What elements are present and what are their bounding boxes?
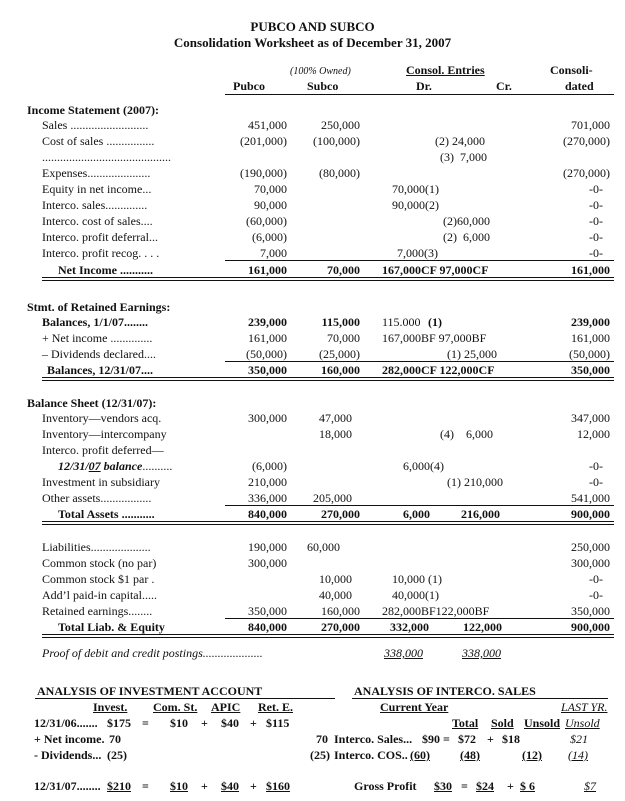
cr-value: (2) 24,000 xyxy=(435,134,485,148)
label-dots: .......... xyxy=(142,459,173,473)
row-label: Interco. profit recog. . . . xyxy=(42,246,160,260)
unsold-ly-col-header: Unsold xyxy=(565,716,600,730)
row-label: Investment in subsidiary xyxy=(42,475,160,489)
consol-entries-header: Consol. Entries xyxy=(406,63,485,77)
equals-sign: = xyxy=(142,716,149,730)
pubco-value: 239,000 xyxy=(248,315,287,329)
analysis-sales-title-rule xyxy=(352,698,608,699)
plus-sign: + xyxy=(250,779,257,793)
cons-value: 900,000 xyxy=(571,507,610,521)
pubco-value: (201,000) xyxy=(240,134,287,148)
drcr-value: 167,000BF 97,000BF xyxy=(382,331,487,345)
balance-heading: Balance Sheet (12/31/07): xyxy=(27,396,157,410)
row-label: Interco. sales.............. xyxy=(42,198,148,212)
pubco-value: 350,000 xyxy=(248,604,287,618)
proof-label: Proof of debit and credit postings.................... xyxy=(42,646,263,660)
pubco-value: 300,000 xyxy=(248,411,287,425)
row-label: - Dividends... xyxy=(34,748,102,762)
plus-sign: + xyxy=(507,779,514,793)
pubco-value: 300,000 xyxy=(248,556,287,570)
invest-value: $210 xyxy=(107,779,131,793)
dr-value: 6,000(4) xyxy=(403,459,444,473)
row-label: Equity in net income... xyxy=(42,182,152,196)
row-label: 12/31/07........ xyxy=(34,779,101,793)
row-label: Inventory—intercompany xyxy=(42,427,167,441)
retained-heading: Stmt. of Retained Earnings: xyxy=(27,300,171,314)
comst-col-header: Com. St. xyxy=(153,700,198,714)
consolidated-header-2: dated xyxy=(565,79,594,93)
row-label: Net Income ........... xyxy=(58,263,153,277)
row-label: Inventory—vendors acq. xyxy=(42,411,162,425)
unsold-value: $ 6 xyxy=(520,779,535,793)
row-label: Retained earnings........ xyxy=(42,604,153,618)
cr-value: 122,000 xyxy=(463,620,502,634)
unsold-value: $18 xyxy=(502,732,520,746)
pubco-value: 90,000 xyxy=(254,198,287,212)
income-subtotal-rule xyxy=(225,260,614,261)
row-label: Balances, 1/1/07........ xyxy=(42,315,149,329)
row-label: Add’l paid-in capital..... xyxy=(42,588,157,602)
invest-value: (25) xyxy=(107,748,127,762)
cons-value: 239,000 xyxy=(571,315,610,329)
apic-value: $40 xyxy=(221,716,239,730)
dr-ref: (1) xyxy=(428,315,442,329)
sold-value: (48) xyxy=(460,748,480,762)
cons-value: 347,000 xyxy=(571,411,610,425)
cons-value: 541,000 xyxy=(571,491,610,505)
report-subtitle: Consolidation Worksheet as of December 31, 2007 xyxy=(173,35,452,50)
rete-value: (25) xyxy=(310,748,330,762)
drcr-value: 282,000CF 122,000CF xyxy=(382,363,495,377)
cons-value: -0- xyxy=(589,214,603,228)
subco-value: (100,000) xyxy=(313,134,360,148)
proof-cr: 338,000 xyxy=(462,646,501,660)
cons-value: -0- xyxy=(589,475,603,489)
subco-value: 160,000 xyxy=(321,363,360,377)
pubco-value: 210,000 xyxy=(248,475,287,489)
rete-value: $115 xyxy=(266,716,290,730)
plus-sign: + xyxy=(487,732,494,746)
assets-subtotal-rule xyxy=(225,505,614,506)
pubco-value: 840,000 xyxy=(248,620,287,634)
dr-value: 115.000 xyxy=(382,315,421,329)
pubco-value: (60,000) xyxy=(246,214,287,228)
income-total-rule xyxy=(42,277,614,281)
subco-value: 160,000 xyxy=(321,604,360,618)
comst-value: $10 xyxy=(170,716,188,730)
row-label: ........................................... xyxy=(42,150,171,164)
pubco-value: (190,000) xyxy=(240,166,287,180)
unsold-value: (12) xyxy=(522,748,542,762)
dr-value: 90,000(2) xyxy=(392,198,439,212)
cons-value: 250,000 xyxy=(571,540,610,554)
subco-value: 115,000 xyxy=(321,315,360,329)
sold-value: $72 xyxy=(458,732,476,746)
liab-total-rule xyxy=(42,634,614,638)
ly-value: $7 xyxy=(584,779,596,793)
row-label: Sales .......................... xyxy=(42,118,149,132)
rete-col-header: Ret. E. xyxy=(258,700,293,714)
equals-sign: = xyxy=(443,732,450,746)
row-label: Common stock (no par) xyxy=(42,556,157,570)
ly-value: $21 xyxy=(570,732,588,746)
cons-value: -0- xyxy=(589,459,603,473)
pubco-value: (50,000) xyxy=(246,347,287,361)
equals-sign: = xyxy=(461,779,468,793)
cons-value: 161,000 xyxy=(571,263,610,277)
total-col-header: Total xyxy=(452,716,479,730)
row-label: Common stock $1 par . xyxy=(42,572,155,586)
income-heading: Income Statement (2007): xyxy=(27,103,159,117)
invest-col-header: Invest. xyxy=(93,700,128,714)
dr-header: Dr. xyxy=(416,79,432,93)
consolidated-header-1: Consoli- xyxy=(550,63,593,77)
comst-value: $10 xyxy=(170,779,188,793)
cr-value: (3) 7,000 xyxy=(440,150,487,164)
ly-value: (14) xyxy=(568,748,588,762)
subco-value: 40,000 xyxy=(319,588,352,602)
row-label: Expenses..................... xyxy=(42,166,151,180)
pubco-value: (6,000) xyxy=(252,230,287,244)
label-prefix: 12/31/ xyxy=(58,459,89,473)
cr-value: (4) 6,000 xyxy=(440,427,493,441)
subco-value: 250,000 xyxy=(321,118,360,132)
plus-sign: + xyxy=(250,716,257,730)
invest-value: $175 xyxy=(107,716,131,730)
drcr-value: 167,000CF 97,000CF xyxy=(382,263,489,277)
assets-total-rule xyxy=(42,521,614,525)
row-label: – Dividends declared.... xyxy=(42,347,156,361)
plus-sign: + xyxy=(201,716,208,730)
subco-value: 10,000 xyxy=(319,572,352,586)
pubco-value: 451,000 xyxy=(248,118,287,132)
subco-value: 60,000 xyxy=(307,540,340,554)
row-label: Interco. COS.. xyxy=(334,748,408,762)
dr-value: 40,000(1) xyxy=(392,588,439,602)
cons-value: 300,000 xyxy=(571,556,610,570)
label-year: 07 xyxy=(88,459,101,473)
cr-value: (2) 6,000 xyxy=(443,230,490,244)
analysis-investment-title: ANALYSIS OF INVESTMENT ACCOUNT xyxy=(37,684,263,698)
pubco-value: 336,000 xyxy=(248,491,287,505)
cr-header: Cr. xyxy=(496,79,512,93)
dr-value: 332,000 xyxy=(390,620,429,634)
cons-value: -0- xyxy=(589,182,603,196)
equals-sign: = xyxy=(142,779,149,793)
apic-value: $40 xyxy=(221,779,239,793)
pubco-value: 161,000 xyxy=(248,331,287,345)
cons-value: 12,000 xyxy=(577,427,610,441)
row-label: Other assets................. xyxy=(42,491,152,505)
dr-value: 6,000 xyxy=(403,507,430,521)
pubco-value: 190,000 xyxy=(248,540,287,554)
pubco-value: 840,000 xyxy=(248,507,287,521)
subco-value: (25,000) xyxy=(319,347,360,361)
report-title: PUBCO AND SUBCO xyxy=(250,19,375,34)
cons-value: 161,000 xyxy=(571,331,610,345)
subco-header: Subco xyxy=(307,79,339,93)
pubco-value: 350,000 xyxy=(248,363,287,377)
subco-value: 18,000 xyxy=(319,427,352,441)
retained-subtotal-rule xyxy=(225,361,614,362)
subco-value: 270,000 xyxy=(321,620,360,634)
row-label xyxy=(58,459,172,473)
total-value: (60) xyxy=(410,748,430,762)
pubco-value: 161,000 xyxy=(248,263,287,277)
total-value: $30 xyxy=(434,779,452,793)
row-label: Interco. Sales... xyxy=(334,732,413,746)
cons-value: 350,000 xyxy=(571,604,610,618)
dr-value: 10,000 (1) xyxy=(392,572,442,586)
cons-value: (270,000) xyxy=(563,134,610,148)
rete-value: $160 xyxy=(266,779,290,793)
row-label: Interco. cost of sales.... xyxy=(42,214,153,228)
last-year-header: LAST YR. xyxy=(561,700,608,714)
row-label: Gross Profit xyxy=(354,779,417,793)
rete-value: 70 xyxy=(316,732,328,746)
cons-value: (270,000) xyxy=(563,166,610,180)
sold-value: $24 xyxy=(476,779,494,793)
cons-value: -0- xyxy=(589,198,603,212)
plus-sign: + xyxy=(201,779,208,793)
total-value: $90 xyxy=(422,732,440,746)
dr-value: 7,000(3) xyxy=(397,246,438,260)
pubco-header: Pubco xyxy=(233,79,266,93)
cr-value: (1) 25,000 xyxy=(447,347,497,361)
row-label: Total Assets ........... xyxy=(58,507,155,521)
pubco-value: 70,000 xyxy=(254,182,287,196)
row-label: 12/31/06....... xyxy=(34,716,98,730)
header-rule xyxy=(225,94,614,95)
subco-value: 205,000 xyxy=(313,491,352,505)
row-label: Cost of sales ................ xyxy=(42,134,155,148)
current-year-header: Current Year xyxy=(380,700,449,714)
invest-value: 70 xyxy=(109,732,121,746)
drcr-value: 282,000BF122,000BF xyxy=(382,604,490,618)
subco-value: 47,000 xyxy=(319,411,352,425)
cons-value: -0- xyxy=(589,572,603,586)
cons-value: 701,000 xyxy=(571,118,610,132)
bs-row-profit-deferred-label: Interco. profit deferred— xyxy=(42,443,164,457)
cr-value: (2)60,000 xyxy=(443,214,490,228)
label-suffix: balance xyxy=(100,459,143,473)
analysis-sales-title: ANALYSIS OF INTERCO. SALES xyxy=(354,684,536,698)
pubco-value: (6,000) xyxy=(252,459,287,473)
row-label: + Net income. xyxy=(34,732,105,746)
row-label: + Net income .............. xyxy=(42,331,153,345)
apic-col-header: APIC xyxy=(211,700,241,714)
cons-value: 350,000 xyxy=(571,363,610,377)
dr-value: 70,000(1) xyxy=(392,182,439,196)
cr-value: 216,000 xyxy=(461,507,500,521)
cons-value: -0- xyxy=(589,588,603,602)
cr-value: (1) 210,000 xyxy=(447,475,503,489)
row-label: Total Liab. & Equity xyxy=(58,620,165,634)
owned-note: (100% Owned) xyxy=(290,66,351,77)
row-label: Interco. profit deferral... xyxy=(42,230,158,244)
row-label: Liabilities.................... xyxy=(42,540,151,554)
subco-value: 70,000 xyxy=(327,331,360,345)
subco-value: 270,000 xyxy=(321,507,360,521)
retained-total-rule xyxy=(42,377,614,381)
proof-dr: 338,000 xyxy=(384,646,423,660)
subco-value: (80,000) xyxy=(319,166,360,180)
subco-value: 70,000 xyxy=(327,263,360,277)
cons-value: -0- xyxy=(589,230,603,244)
cons-value: (50,000) xyxy=(569,347,610,361)
unsold-col-header: Unsold xyxy=(524,716,561,730)
cons-value: -0- xyxy=(589,246,603,260)
row-label: Balances, 12/31/07.... xyxy=(47,363,154,377)
pubco-value: 7,000 xyxy=(260,246,287,260)
analysis-investment-title-rule xyxy=(35,698,335,699)
liab-subtotal-rule xyxy=(225,618,614,619)
sold-col-header: Sold xyxy=(491,716,514,730)
cons-value: 900,000 xyxy=(571,620,610,634)
